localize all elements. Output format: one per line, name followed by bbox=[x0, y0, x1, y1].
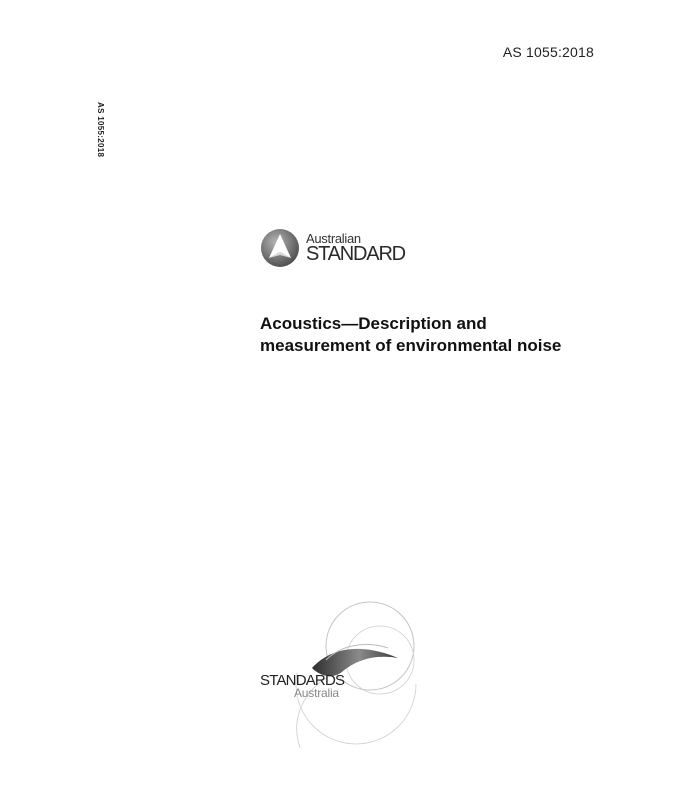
australian-standard-triangle-icon bbox=[260, 228, 300, 268]
publisher-line-australia: Australia bbox=[294, 686, 339, 700]
spine-document-number: AS 1055:2018 bbox=[96, 102, 105, 158]
brand-line-australian: Australian bbox=[306, 231, 361, 246]
publisher-line-standards: STANDARDS bbox=[260, 672, 345, 689]
title-line-1: Acoustics—Description and bbox=[260, 314, 487, 333]
australian-standard-logo bbox=[260, 228, 420, 272]
standards-australia-logo bbox=[260, 598, 420, 758]
brand-line-standard: STANDARD bbox=[306, 243, 405, 265]
document-number: AS 1055:2018 bbox=[502, 44, 594, 60]
title-line-2: measurement of environmental noise bbox=[260, 336, 562, 355]
document-title bbox=[260, 313, 620, 357]
